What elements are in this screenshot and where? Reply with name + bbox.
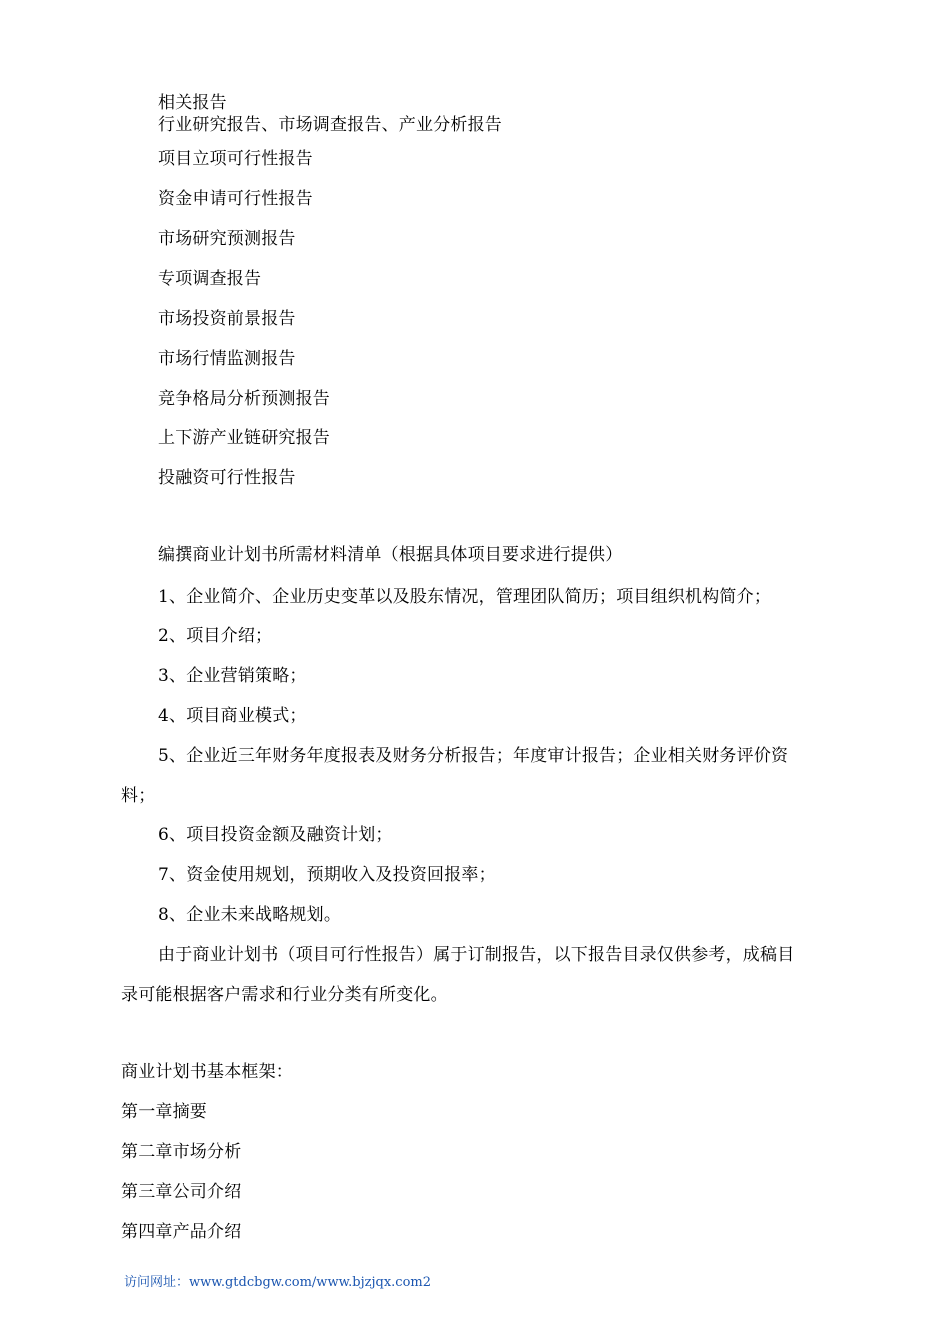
footer-url-link[interactable]: www.gtdcbgw.com/www.bjzjqx.com [189,1275,423,1290]
page-footer [124,1275,431,1291]
related-report-item: 项目立项可行性报告 [158,149,313,169]
materials-item: 6、项目投资金额及融资计划； [158,825,393,845]
materials-item: 3、企业营销策略； [158,666,307,686]
related-reports-title: 相关报告 [158,93,227,113]
framework-chapter: 第一章摘要 [121,1102,207,1122]
materials-item: 1、企业简介、企业历史变革以及股东情况，管理团队简历；项目组织机构简介； [158,587,772,607]
materials-note-continued: 录可能根据客户需求和行业分类有所变化。 [121,985,448,1005]
materials-item: 7、资金使用规划，预期收入及投资回报率； [158,865,496,885]
related-report-item: 资金申请可行性报告 [158,189,313,209]
related-report-item: 上下游产业链研究报告 [158,428,330,448]
materials-item-continued: 料； [121,786,156,806]
materials-note: 由于商业计划书（项目可行性报告）属于订制报告，以下报告目录仅供参考，成稿目 [158,945,795,965]
page-number: 2 [422,1275,432,1290]
materials-item: 5、企业近三年财务年度报表及财务分析报告；年度审计报告；企业相关财务评价资 [158,746,789,766]
framework-chapter: 第二章市场分析 [121,1142,242,1162]
related-report-item: 投融资可行性报告 [158,468,296,488]
related-reports-subtitle: 行业研究报告、市场调查报告、产业分析报告 [158,115,502,135]
related-report-item: 市场行情监测报告 [158,349,296,369]
materials-item: 4、项目商业模式； [158,706,307,726]
materials-item: 8、企业未来战略规划。 [158,905,342,925]
materials-item: 2、项目介绍； [158,626,273,646]
framework-chapter: 第四章产品介绍 [121,1222,242,1242]
related-report-item: 竞争格局分析预测报告 [158,389,330,409]
framework-chapter: 第三章公司介绍 [121,1182,242,1202]
footer-label: 访问网址： [124,1275,190,1290]
framework-title: 商业计划书基本框架： [121,1062,293,1082]
materials-heading: 编撰商业计划书所需材料清单（根据具体项目要求进行提供） [158,545,623,565]
related-report-item: 市场研究预测报告 [158,229,296,249]
related-report-item: 专项调查报告 [158,269,262,289]
related-report-item: 市场投资前景报告 [158,309,296,329]
